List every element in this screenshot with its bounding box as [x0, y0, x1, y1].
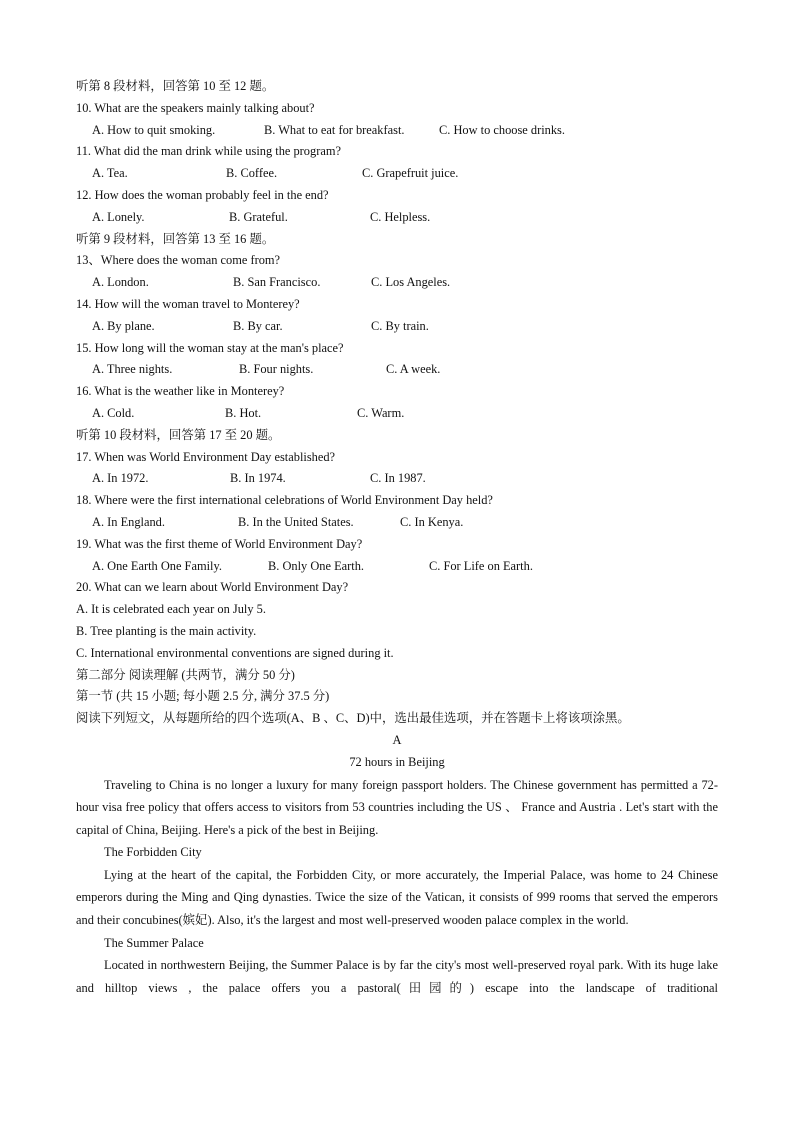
question-19: 19. What was the first theme of World Environment Day?	[76, 536, 363, 551]
section-1-title: 第一节 (共 15 小题; 每小题 2.5 分, 满分 37.5 分)	[76, 689, 330, 704]
option-14-b: B. By car.	[233, 318, 283, 333]
question-16: 16. What is the weather like in Monterey?	[76, 384, 285, 399]
options-17	[76, 468, 718, 490]
option-13-b: B. San Francisco.	[233, 275, 321, 290]
options-15	[76, 359, 718, 381]
options-14	[76, 316, 718, 338]
options-12	[76, 207, 718, 229]
options-16	[76, 403, 718, 425]
option-11-c: C. Grapefruit juice.	[362, 166, 459, 181]
option-19-a: A. One Earth One Family.	[92, 558, 222, 573]
option-18-b: B. In the United States.	[238, 514, 354, 529]
option-11-b: B. Coffee.	[226, 166, 278, 181]
option-19-c: C. For Life on Earth.	[429, 558, 533, 573]
option-14-a: A. By plane.	[92, 318, 155, 333]
option-16-c: C. Warm.	[357, 405, 405, 420]
option-16-b: B. Hot.	[225, 405, 262, 420]
option-15-c: C. A week.	[386, 362, 441, 377]
option-12-b: B. Grateful.	[229, 209, 288, 224]
option-17-c: C. In 1987.	[370, 471, 426, 486]
option-20-c: C. International environmental conventions are signed during it.	[76, 645, 394, 660]
exam-page	[76, 76, 718, 999]
option-10-a: A. How to quit smoking.	[92, 122, 216, 137]
passage-title: 72 hours in Beijing	[349, 754, 445, 769]
option-15-a: A. Three nights.	[92, 362, 173, 377]
option-12-a: A. Lonely.	[92, 209, 145, 224]
paragraph-summer-palace: Located in northwestern Beijing, the Summer Palace is by far the city's most well-preserved royal park. With its huge lake and hilltop views , the palace offers you a pastoral(田园的) escape into the landscape of traditional	[76, 958, 718, 995]
part-2-title: 第二部分 阅读理解 (共两节，满分 50 分)	[76, 667, 295, 682]
question-13: 13、Where does the woman come from?	[76, 253, 281, 268]
question-15: 15. How long will the woman stay at the man's place?	[76, 340, 344, 355]
option-14-c: C. By train.	[371, 318, 429, 333]
subheading-summer-palace: The Summer Palace	[104, 935, 204, 950]
section-8-heading: 听第 8 段材料，回答第 10 至 12 题。	[76, 79, 275, 93]
paragraph-forbidden-city: Lying at the heart of the capital, the Forbidden City, or more accurately, the Imperial Palace, was home to 24 Chinese emperors during the Ming and Qing dynasties. Twice the size of the Vatican, it consists of 999 rooms that served the emperors and their concubines(嫔妃). Also, it's the largest and most well-preserved wooden palace complex in the world.	[76, 867, 718, 928]
section-10-heading: 听第 10 段材料，回答第 17 至 20 题。	[76, 427, 281, 442]
option-17-b: B. In 1974.	[230, 471, 286, 486]
option-20-b: B. Tree planting is the main activity.	[76, 623, 257, 638]
question-18: 18. Where were the first international celebrations of World Environment Day held?	[76, 493, 493, 508]
option-18-c: C. In Kenya.	[400, 514, 464, 529]
option-13-c: C. Los Angeles.	[371, 275, 451, 290]
question-10: 10. What are the speakers mainly talking about?	[76, 100, 315, 115]
question-17: 17. When was World Environment Day established?	[76, 449, 336, 464]
option-10-c: C. How to choose drinks.	[439, 122, 565, 137]
question-20: 20. What can we learn about World Environment Day?	[76, 580, 349, 595]
options-19	[76, 556, 718, 578]
option-20-a: A. It is celebrated each year on July 5.	[76, 602, 266, 617]
option-17-a: A. In 1972.	[92, 471, 149, 486]
passage-letter: A	[392, 732, 402, 747]
question-12: 12. How does the woman probably feel in the end?	[76, 187, 329, 202]
section-9-heading: 听第 9 段材料，回答第 13 至 16 题。	[76, 231, 275, 246]
option-12-c: C. Helpless.	[370, 209, 431, 224]
option-19-b: B. Only One Earth.	[268, 558, 365, 573]
option-15-b: B. Four nights.	[239, 362, 314, 377]
option-18-a: A. In England.	[92, 514, 165, 529]
paragraph-intro: Traveling to China is no longer a luxury for many foreign passport holders. The Chinese government has permitted a 72-hour visa free policy that offers access to visitors from 53 countries including the US 、 France and Austria . Let's start with the capital of China, Beijing. Here's a pick of the best in Beijing.	[76, 777, 718, 837]
option-16-a: A. Cold.	[92, 405, 135, 420]
options-13	[76, 272, 718, 294]
subheading-forbidden-city: The Forbidden City	[104, 845, 202, 860]
question-11: 11. What did the man drink while using the program?	[76, 144, 341, 159]
option-10-b: B. What to eat for breakfast.	[264, 122, 405, 137]
option-13-a: A. London.	[92, 275, 149, 290]
reading-instruction: 阅读下列短文，从每题所给的四个选项(A、B 、C、D)中，选出最佳选项，并在答题卡上将该项涂黑。	[76, 711, 630, 726]
options-10	[76, 120, 718, 142]
question-14: 14. How will the woman travel to Monterey?	[76, 296, 300, 311]
options-18	[76, 512, 718, 534]
option-11-a: A. Tea.	[92, 166, 128, 181]
options-11	[76, 163, 718, 185]
